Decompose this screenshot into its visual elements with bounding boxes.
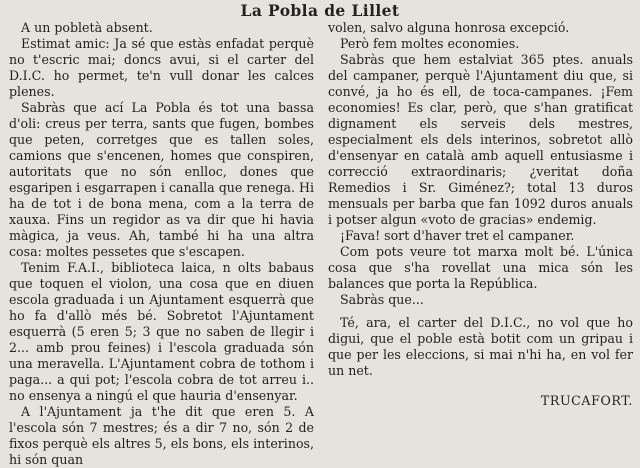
salutation-line: A un pobletà absent. bbox=[21, 20, 153, 35]
right-column bbox=[328, 20, 633, 409]
paragraph: A l'Ajuntament ja t'he dit que eren 5. A l'escola són 7 mestres; és a dir 7 no, són 2 de fixos perquè els altres 5, els bons, els interinos, hi són quan bbox=[9, 404, 314, 467]
paragraph: Sabràs que... bbox=[340, 292, 424, 307]
paragraph: Sabràs que hem estalviat 365 ptes. anuals del campaner, perquè l'Ajuntament diu que, si convé, ja ho és ell, de toca-campanes. ¡Fem economies! Es clar, però, que s'han gratificat dignament els serveis dels mestres, especialment els dels interinos, sobretot allò d'ensenyar en català amb aquell entusiasme i correcció extraordinaris; ¿veritat doña Remedios i Sr. Giménez?; total 13 duros mensuals per barba que fan 1092 duros anuals i potser algun «voto de gracias» endemig. bbox=[328, 52, 633, 227]
paragraph: Com pots veure tot marxa molt bé. L'única cosa que s'ha rovellat una mica són les balances que porta la República. bbox=[328, 244, 633, 291]
paragraph: Estimat amic: Ja sé que estàs enfadat perquè no t'escric mai; doncs avui, si el carter del D.I.C. ho permet, te'n vull donar les calces plenes. bbox=[9, 36, 314, 99]
paragraph: Sabràs que ací La Pobla és tot una bassa d'oli: creus per terra, sants que fugen, bombes que peten, corretges que es tallen soles, camions que s'encenen, homes que conspiren, autoritats que no són enlloc, dones que esgaripen i esgarrapen i canalla que renega. Hi ha de tot i de bona mena, com a la terra de xauxa. Fins un regidor as va dir que hi havia màgica, ja veus. Ah, també hi ha una altra cosa: moltes pessetes que s'escapen. bbox=[9, 100, 314, 259]
paragraph: volen, salvo alguna honrosa excepció. bbox=[328, 20, 570, 35]
paragraph: ¡Fava! sort d'haver tret el campaner. bbox=[340, 228, 575, 243]
paragraph: Tenim F.A.I., biblioteca laica, n olts babaus que toquen el violon, una cosa que en diuen escola graduada i un Ajuntament esquerrà que ho fa d'allò més bé. Sobretot l'Ajuntament esquerrà (5 eren 5; 3 que no saben de llegir i 2... amb prou feines) i l'escola graduada són una meravella. L'Ajuntament cobra de tothom i paga... a qui pot; l'escola cobra de tot arreu i.. no ensenya a ningú el que hauria d'ensenyar. bbox=[9, 260, 314, 403]
author-signature: TRUCAFORT. bbox=[540, 393, 633, 408]
article-title: La Pobla de Lillet bbox=[240, 1, 400, 20]
paragraph: Però fem moltes economies. bbox=[340, 36, 520, 51]
paragraph: Té, ara, el carter del D.I.C., no vol que ho digui, que el poble està botit com un gripau i que per les eleccions, si mai n'hi ha, en vol fer un net. bbox=[328, 315, 633, 378]
left-column bbox=[9, 20, 314, 468]
